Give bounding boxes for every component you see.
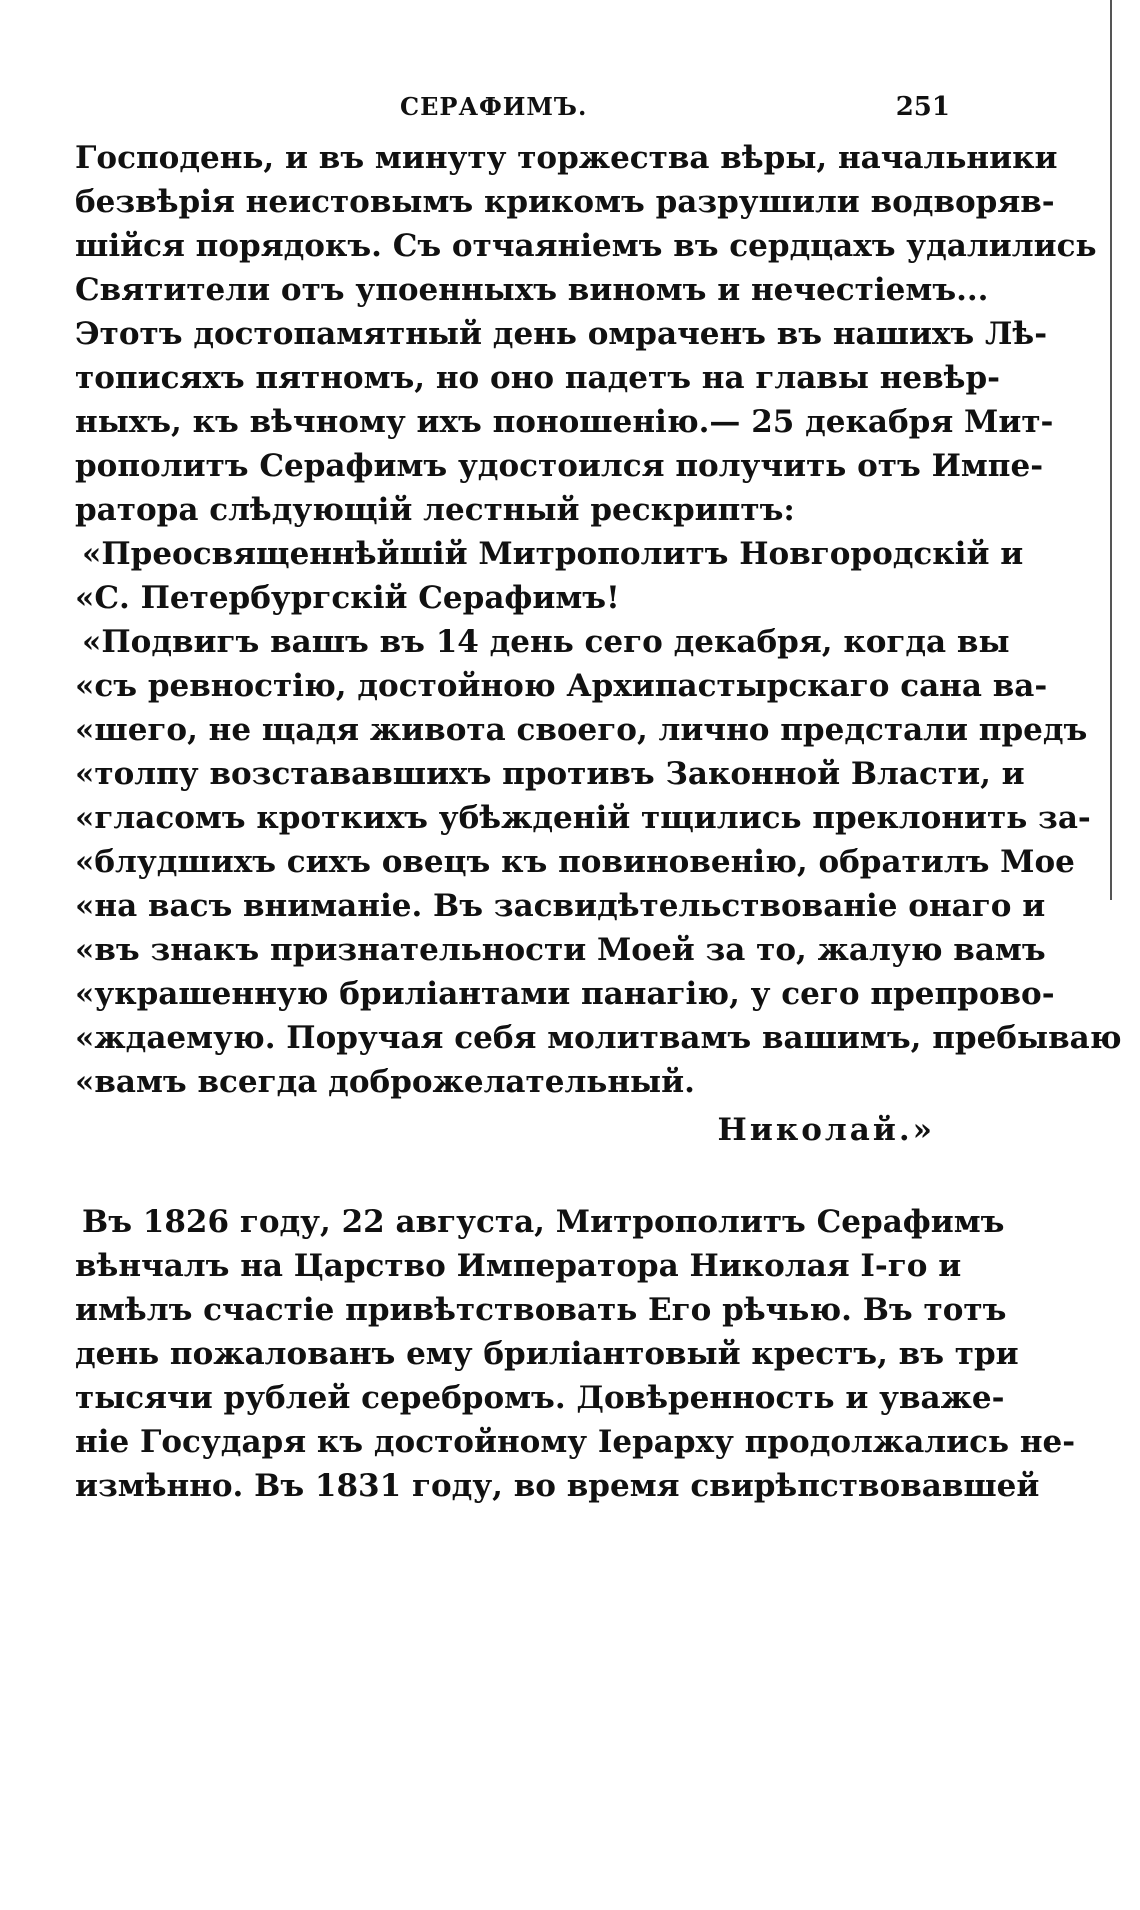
page-edge-line <box>1110 0 1112 900</box>
text-line: рополитъ Серафимъ удостоился получить отъ Импе- <box>75 448 1044 484</box>
rescript-line: «на васъ вниманіе. Въ засвидѣтельствованіе онаго и <box>75 888 1046 924</box>
text-line: Этотъ достопамятный день омраченъ въ нашихъ Лѣ- <box>75 316 1048 352</box>
text-line: безвѣрія неистовымъ крикомъ разрушили водворяв- <box>75 184 1055 220</box>
rescript-line: «С. Петербургскій Серафимъ! <box>75 580 620 616</box>
text-line: ніе Государя къ достойному Іерарху продолжались не- <box>75 1424 1076 1460</box>
page-number: 251 <box>895 92 950 122</box>
text-line: тысячи рублей серебромъ. Довѣренность и уваже- <box>75 1380 1005 1416</box>
text-line: имѣлъ счастіе привѣтствовать Его рѣчью. Въ тотъ <box>75 1292 1007 1328</box>
text-line: день пожалованъ ему бриліантовый крестъ, въ три <box>75 1336 1019 1372</box>
rescript-line: «ждаемую. Поручая себя молитвамъ вашимъ, пребываю <box>75 1020 1122 1056</box>
text-line: Святители отъ упоенныхъ виномъ и нечестіемъ... <box>75 272 989 308</box>
text-line: шійся порядокъ. Съ отчаяніемъ въ сердцахъ удалились <box>75 228 1097 264</box>
rescript-line: «гласомъ кроткихъ убѣжденій тщились преклонить за- <box>75 800 1091 836</box>
rescript-line: «украшенную бриліантами панагію, у сего препрово- <box>75 976 1055 1012</box>
running-head: СЕРАФИМЪ. <box>400 92 588 121</box>
text-line: измѣнно. Въ 1831 году, во время свирѣпствовавшей <box>75 1468 1040 1504</box>
rescript-line: «толпу возстававшихъ противъ Законной Власти, и <box>75 756 1025 792</box>
rescript-line: «съ ревностію, достойною Архипастырскаго сана ва- <box>75 668 1048 704</box>
rescript-line: «шего, не щадя живота своего, лично предстали предъ <box>75 712 1088 748</box>
rescript-line: «въ знакъ признательности Моей за то, жалую вамъ <box>75 932 1046 968</box>
text-line: тописяхъ пятномъ, но оно падетъ на главы невѣр- <box>75 360 1001 396</box>
page-header <box>70 92 950 132</box>
rescript-line: «Преосвященнѣйшій Митрополитъ Новгородскій и <box>82 536 1024 572</box>
rescript-line: «блудшихъ сихъ овецъ къ повиновенію, обратилъ Мое <box>75 844 1075 880</box>
text-line: ныхъ, къ вѣчному ихъ поношенію.— 25 декабря Мит- <box>75 404 1054 440</box>
text-line: Въ 1826 году, 22 августа, Митрополитъ Серафимъ <box>82 1204 1005 1240</box>
text-line: вѣнчалъ на Царство Императора Николая I-го и <box>75 1248 962 1284</box>
text-line: Господень, и въ минуту торжества вѣры, начальники <box>75 140 1058 176</box>
signature: Николай.» <box>717 1112 935 1148</box>
text-line: ратора слѣдующій лестный рескриптъ: <box>75 492 795 528</box>
rescript-line: «Подвигъ вашъ въ 14 день сего декабря, когда вы <box>82 624 1010 660</box>
rescript-line: «вамъ всегда доброжелательный. <box>75 1064 695 1100</box>
